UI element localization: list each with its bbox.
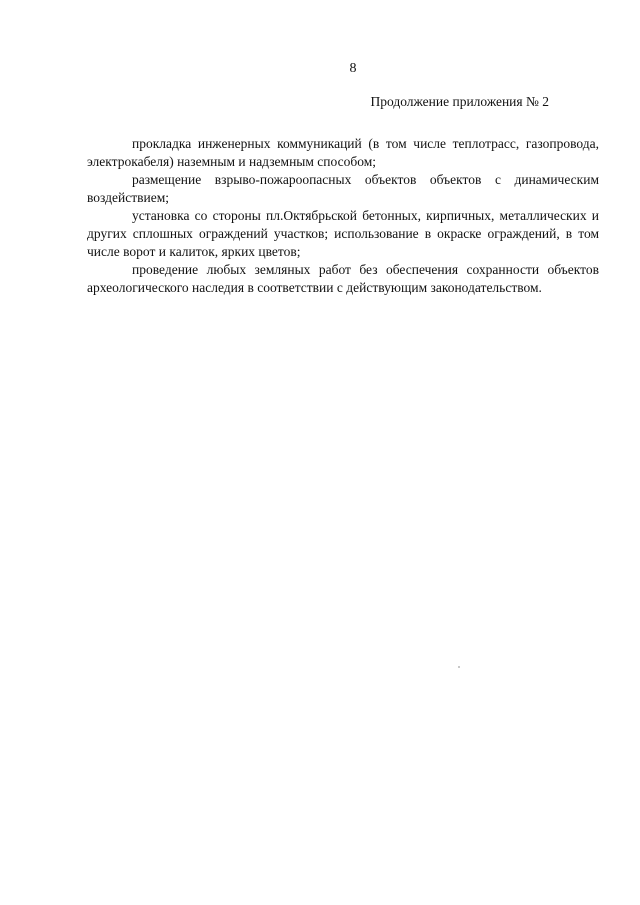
scan-speck <box>458 666 460 668</box>
paragraph-fencing: установка со стороны пл.Октябрьской бетонных, кирпичных, металлических и других сплошных ограждений участков; использование в окраске ограждений, в том числе ворот и калиток, ярких цветов; <box>87 208 599 259</box>
paragraph-utility-laying: прокладка инженерных коммуникаций (в том числе теплотрасс, газопровода, электрокабеля) наземным и надземным способом; <box>87 136 599 169</box>
document-body <box>87 135 599 297</box>
paragraph-earthworks: проведение любых земляных работ без обеспечения сохранности объектов археологического наследия в соответствии с действующим законодательством. <box>87 262 599 295</box>
page-number: 8 <box>349 61 357 76</box>
paragraph-hazardous-objects: размещение взрыво-пожароопасных объектов объектов с динамическим воздействием; <box>87 172 599 205</box>
appendix-continuation-note: Продолжение приложения № 2 <box>370 94 549 109</box>
